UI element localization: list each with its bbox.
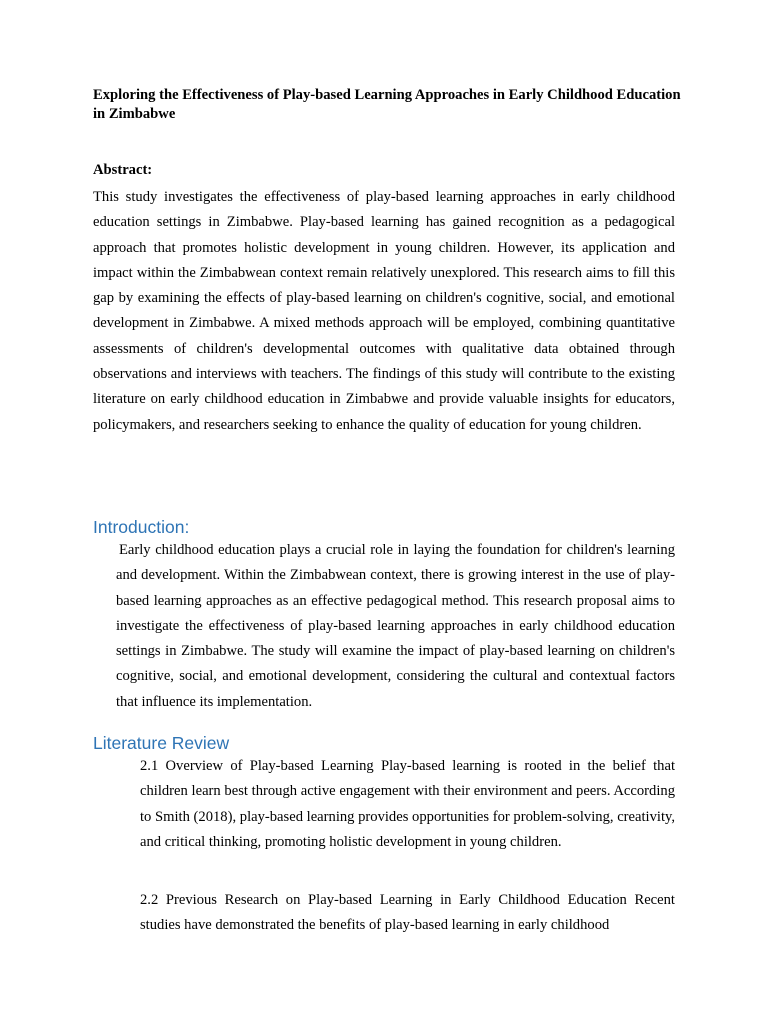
literature-review-paragraph-2-2: 2.2 Previous Research on Play-based Learning in Early Childhood Education Recent studies have demonstrated the benefits of play-based learning in early childhood [140,892,675,934]
document-title: Exploring the Effectiveness of Play-based Learning Approaches in Early Childhood Education in Zimbabwe [93,87,681,122]
introduction-heading: Introduction: [93,517,190,537]
literature-review-paragraph-2-1: 2.1 Overview of Play-based Learning Play-based learning is rooted in the belief that children learn best through active engagement with their environment and peers. According to Smith (2018), play-based learning provides opportunities for problem-solving, creativity, and critical thinking, promoting holistic development in young children. [140,758,675,850]
abstract-paragraph: This study investigates the effectiveness of play-based learning approaches in early childhood education settings in Zimbabwe. Play-based learning has gained recognition as a pedagogical approach that promotes holistic development in young children. However, its application and impact within the Zimbabwean context remain relatively unexplored. This research aims to fill this gap by examining the effects of play-based learning on children's cognitive, social, and emotional development in Zimbabwe. A mixed methods approach will be employed, combining quantitative assessments of children's developmental outcomes with qualitative data obtained through observations and interviews with teachers. The findings of this study will contribute to the existing literature on early childhood education in Zimbabwe and provide valuable insights for educators, policymakers, and researchers seeking to enhance the quality of education for young children. [93,189,675,433]
introduction-paragraph: Early childhood education plays a crucial role in laying the foundation for children's learning and development. Within the Zimbabwean context, there is growing interest in the use of play-based learning approaches as an effective pedagogical method. This research proposal aims to investigate the effectiveness of play-based learning approaches in early childhood education settings in Zimbabwe. The study will examine the impact of play-based learning on children's cognitive, social, and emotional development, considering the cultural and contextual factors that influence its implementation. [116,542,675,710]
abstract-heading: Abstract: [93,162,153,178]
literature-review-heading: Literature Review [93,733,230,753]
